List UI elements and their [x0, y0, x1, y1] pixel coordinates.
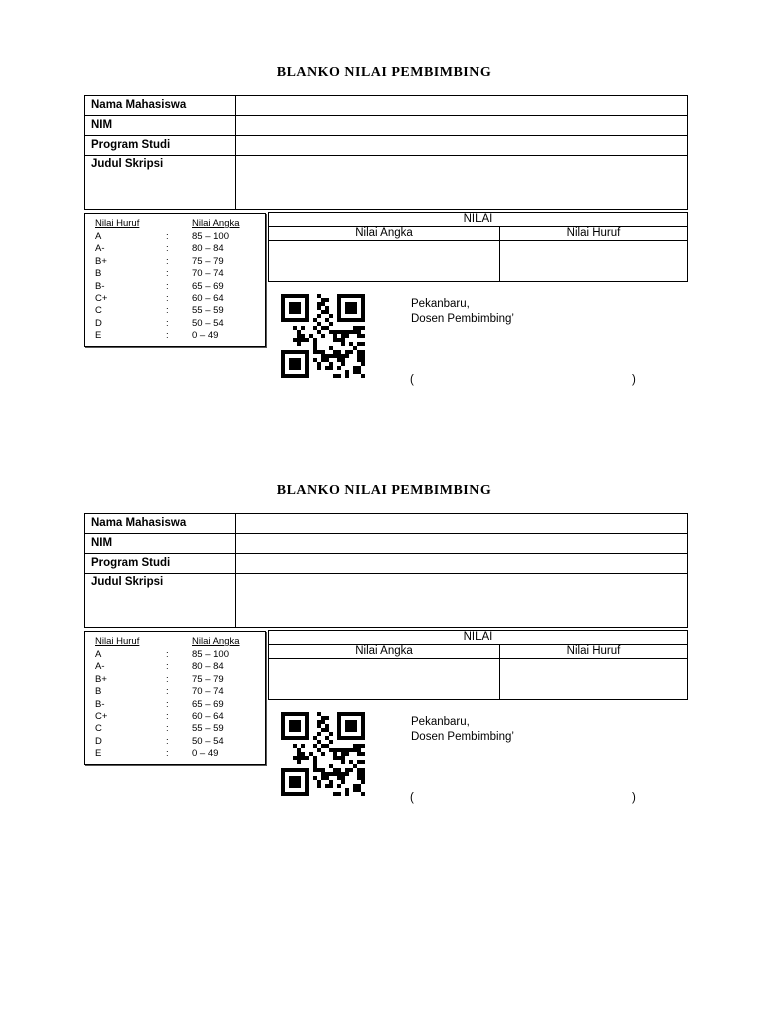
legend-range: 60 – 64: [192, 293, 224, 304]
legend-row: [85, 268, 265, 281]
legend-range: 50 – 54: [192, 735, 224, 747]
nilai-huruf-cell[interactable]: [500, 659, 688, 700]
signature-role: Dosen Pembimbing’: [411, 313, 514, 325]
legend-range: 55 – 59: [192, 305, 224, 317]
signature-open-paren: (: [410, 374, 414, 386]
label-nim: NIM: [85, 534, 236, 554]
legend-row: [85, 318, 265, 331]
legend-grade: E: [95, 748, 102, 760]
legend-row: [85, 674, 265, 687]
legend-grade: C: [95, 723, 102, 735]
signature-place: Pekanbaru,: [411, 716, 470, 728]
legend-grade: B: [95, 268, 102, 280]
field-judul-skripsi[interactable]: [236, 156, 688, 210]
legend-separator: :: [166, 255, 169, 267]
signature-role: Dosen Pembimbing’: [411, 731, 514, 743]
signature-open-paren: (: [410, 792, 414, 804]
legend-row: [85, 649, 265, 662]
legend-row: [85, 256, 265, 269]
legend-range: 55 – 59: [192, 723, 224, 735]
legend-separator: :: [166, 686, 169, 698]
legend-separator: :: [166, 268, 169, 280]
qr-code-icon: [278, 294, 384, 378]
legend-separator: :: [166, 305, 169, 317]
legend-range: 50 – 54: [192, 317, 224, 329]
legend-grade: B+: [95, 673, 107, 685]
legend-row: [85, 305, 265, 318]
field-nim[interactable]: [236, 534, 688, 554]
legend-header-huruf: Nilai Huruf: [95, 636, 140, 647]
legend-separator: :: [166, 698, 169, 710]
student-info-table: [84, 513, 688, 628]
legend-grade: C: [95, 305, 102, 317]
legend-grade: C+: [95, 711, 108, 722]
grade-form: [0, 0, 768, 400]
legend-header-huruf: Nilai Huruf: [95, 218, 140, 229]
legend-range: 65 – 69: [192, 280, 224, 292]
legend-grade: E: [95, 330, 102, 342]
legend-grade: A: [95, 649, 102, 660]
legend-grade: A: [95, 231, 102, 242]
student-info-table: [84, 95, 688, 210]
legend-separator: :: [166, 317, 169, 329]
nilai-huruf-cell[interactable]: [500, 241, 688, 282]
field-nim[interactable]: [236, 116, 688, 136]
nilai-angka-header: Nilai Angka: [269, 645, 500, 659]
legend-row: [85, 231, 265, 244]
grade-legend: [84, 631, 266, 765]
legend-range: 65 – 69: [192, 698, 224, 710]
legend-grade: A-: [95, 243, 105, 255]
legend-range: 75 – 79: [192, 673, 224, 685]
nilai-angka-cell[interactable]: [269, 241, 500, 282]
grade-form: [0, 418, 768, 818]
label-judul-skripsi: Judul Skripsi: [85, 156, 236, 210]
legend-header-angka: Nilai Angka: [192, 636, 240, 647]
legend-header-angka: Nilai Angka: [192, 218, 240, 229]
legend-row: [85, 243, 265, 256]
legend-row: [85, 748, 265, 761]
legend-grade: B+: [95, 255, 107, 267]
legend-grade: D: [95, 735, 102, 747]
legend-range: 85 – 100: [192, 649, 229, 660]
legend-grade: A-: [95, 661, 105, 673]
legend-row: [85, 281, 265, 294]
legend-grade: C+: [95, 293, 108, 304]
qr-code-icon: [278, 712, 384, 796]
legend-row: [85, 293, 265, 306]
grade-legend: [84, 213, 266, 347]
legend-separator: :: [166, 293, 169, 304]
legend-grade: B-: [95, 280, 105, 292]
legend-grade: B: [95, 686, 102, 698]
legend-grade: B-: [95, 698, 105, 710]
field-nama-mahasiswa[interactable]: [236, 96, 688, 116]
label-program-studi: Program Studi: [85, 554, 236, 574]
nilai-table: [268, 630, 688, 700]
legend-row: [85, 330, 265, 343]
signature-close-paren: ): [632, 374, 636, 386]
signature-place: Pekanbaru,: [411, 298, 470, 310]
legend-range: 70 – 74: [192, 686, 224, 698]
legend-range: 60 – 64: [192, 711, 224, 722]
legend-row: [85, 686, 265, 699]
legend-range: 80 – 84: [192, 243, 224, 255]
nilai-angka-cell[interactable]: [269, 659, 500, 700]
legend-range: 80 – 84: [192, 661, 224, 673]
legend-range: 0 – 49: [192, 748, 219, 760]
legend-separator: :: [166, 748, 169, 760]
legend-range: 70 – 74: [192, 268, 224, 280]
legend-range: 85 – 100: [192, 231, 229, 242]
legend-separator: :: [166, 711, 169, 722]
field-program-studi[interactable]: [236, 554, 688, 574]
label-nama-mahasiswa: Nama Mahasiswa: [85, 96, 236, 116]
label-judul-skripsi: Judul Skripsi: [85, 574, 236, 628]
legend-range: 0 – 49: [192, 330, 219, 342]
legend-separator: :: [166, 649, 169, 660]
legend-separator: :: [166, 243, 169, 255]
legend-separator: :: [166, 735, 169, 747]
nilai-angka-header: Nilai Angka: [269, 227, 500, 241]
field-nama-mahasiswa[interactable]: [236, 514, 688, 534]
legend-row: [85, 699, 265, 712]
nilai-header: NILAI: [269, 213, 688, 227]
field-judul-skripsi[interactable]: [236, 574, 688, 628]
legend-separator: :: [166, 231, 169, 242]
signature-block: [411, 715, 514, 745]
signature-close-paren: ): [632, 792, 636, 804]
nilai-huruf-header: Nilai Huruf: [500, 227, 688, 241]
nilai-table: [268, 212, 688, 282]
legend-separator: :: [166, 723, 169, 735]
field-program-studi[interactable]: [236, 136, 688, 156]
form-title: BLANKO NILAI PEMBIMBING: [276, 65, 492, 80]
form-title: BLANKO NILAI PEMBIMBING: [276, 483, 492, 498]
legend-separator: :: [166, 280, 169, 292]
nilai-header: NILAI: [269, 631, 688, 645]
legend-row: [85, 736, 265, 749]
legend-grade: D: [95, 317, 102, 329]
legend-row: [85, 723, 265, 736]
label-program-studi: Program Studi: [85, 136, 236, 156]
legend-separator: :: [166, 673, 169, 685]
label-nama-mahasiswa: Nama Mahasiswa: [85, 514, 236, 534]
nilai-huruf-header: Nilai Huruf: [500, 645, 688, 659]
legend-range: 75 – 79: [192, 255, 224, 267]
label-nim: NIM: [85, 116, 236, 136]
legend-separator: :: [166, 661, 169, 673]
legend-row: [85, 661, 265, 674]
signature-block: [411, 297, 514, 327]
legend-separator: :: [166, 330, 169, 342]
legend-row: [85, 711, 265, 724]
